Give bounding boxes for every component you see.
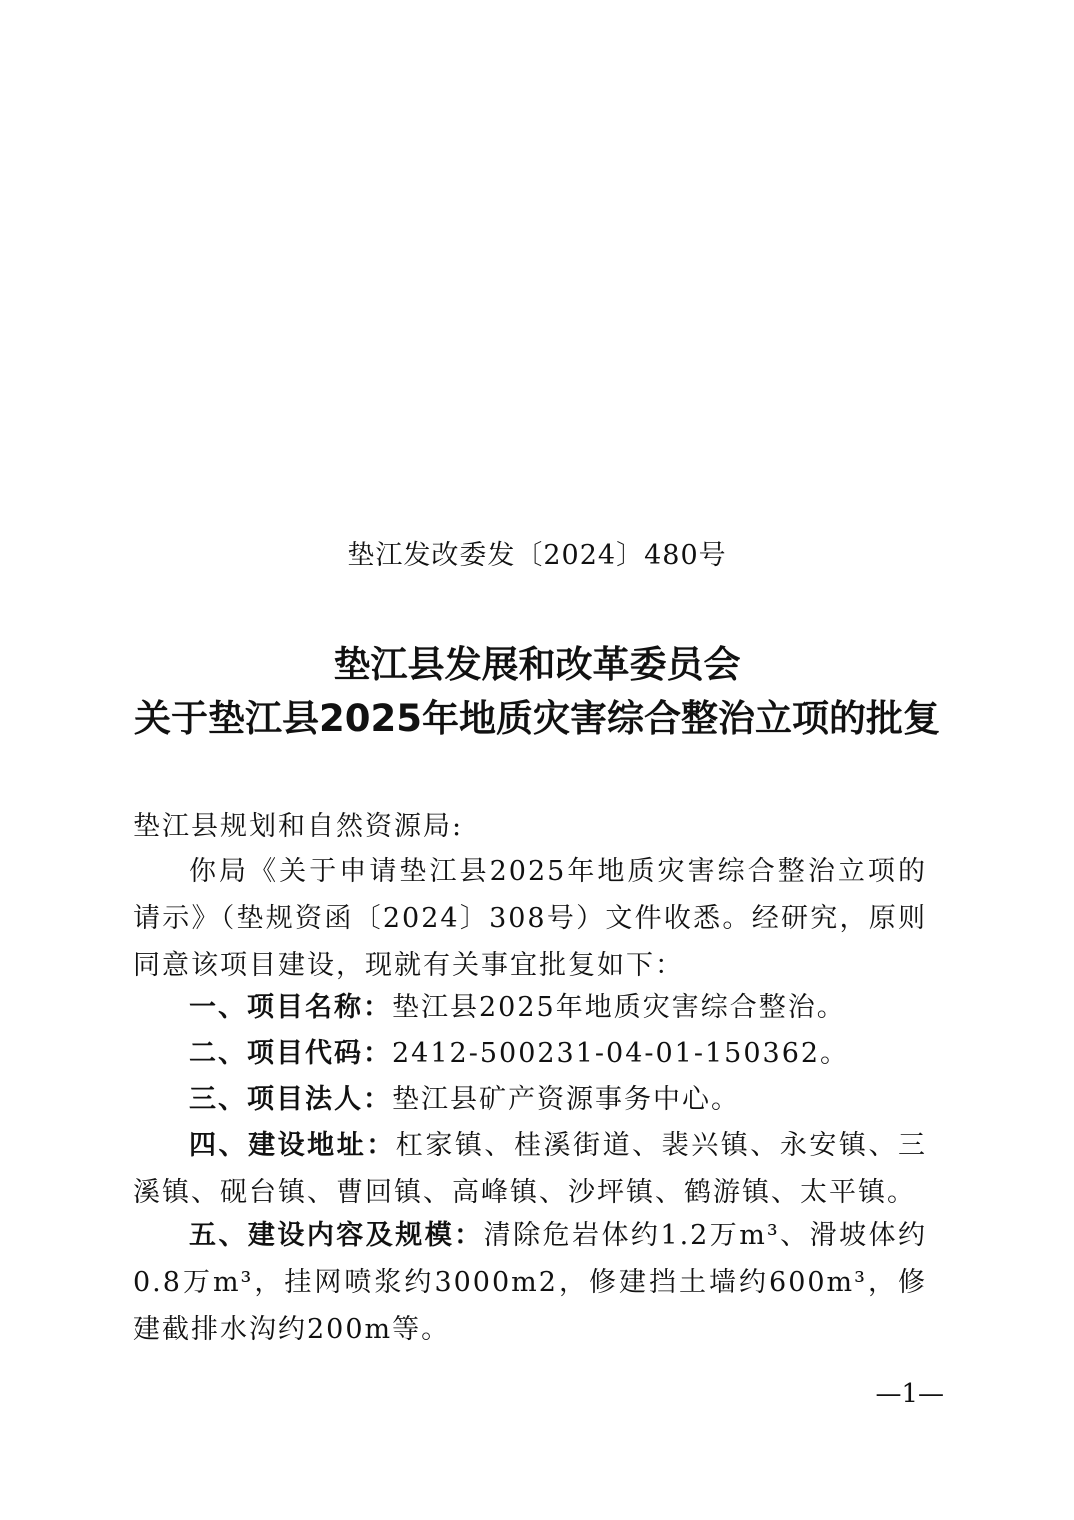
- item-project-code: [133, 1030, 927, 1077]
- item-legal-entity: [133, 1076, 927, 1123]
- item-text: 垫江县2025年地质灾害综合整治。: [392, 992, 846, 1023]
- item-text: 2412-500231-04-01-150362。: [392, 1038, 850, 1069]
- item-project-name: [133, 984, 927, 1031]
- item-construction-scope: [133, 1212, 927, 1353]
- page-number: —1—: [875, 1379, 944, 1409]
- item-text: 杠家镇、桂溪街道、裴兴镇、永安镇、三溪镇、砚台镇、曹回镇、高峰镇、沙坪镇、鹤游镇、太平镇。: [133, 1130, 928, 1208]
- document-number: 垫江发改委发〔2024〕480号: [347, 540, 727, 571]
- item-label: 三、项目法人：: [189, 1084, 392, 1115]
- item-label: 二、项目代码：: [189, 1038, 392, 1069]
- item-label: 四、建设地址：: [189, 1130, 396, 1161]
- item-text: 垫江县矿产资源事务中心。: [392, 1084, 740, 1115]
- salutation: 垫江县规划和自然资源局:: [133, 811, 464, 842]
- item-text: 清除危岩体约1.2万m³、滑坡体约0.8万m³，挂网喷浆约3000m2，修建挡土墙约600m³，修建截排水沟约200m等。: [133, 1220, 927, 1345]
- item-construction-address: [133, 1122, 927, 1216]
- intro-paragraph: 你局《关于申请垫江县2025年地质灾害综合整治立项的请示》（垫规资函〔2024〕308号）文件收悉。经研究，原则同意该项目建设，现就有关事宜批复如下：: [133, 856, 927, 981]
- document-title-line-2: 关于垫江县2025年地质灾害综合整治立项的批复: [134, 697, 940, 740]
- item-label: 一、项目名称：: [189, 992, 392, 1023]
- item-label: 五、建设内容及规模：: [189, 1220, 484, 1251]
- document-title-line-1: 垫江县发展和改革委员会: [333, 643, 741, 686]
